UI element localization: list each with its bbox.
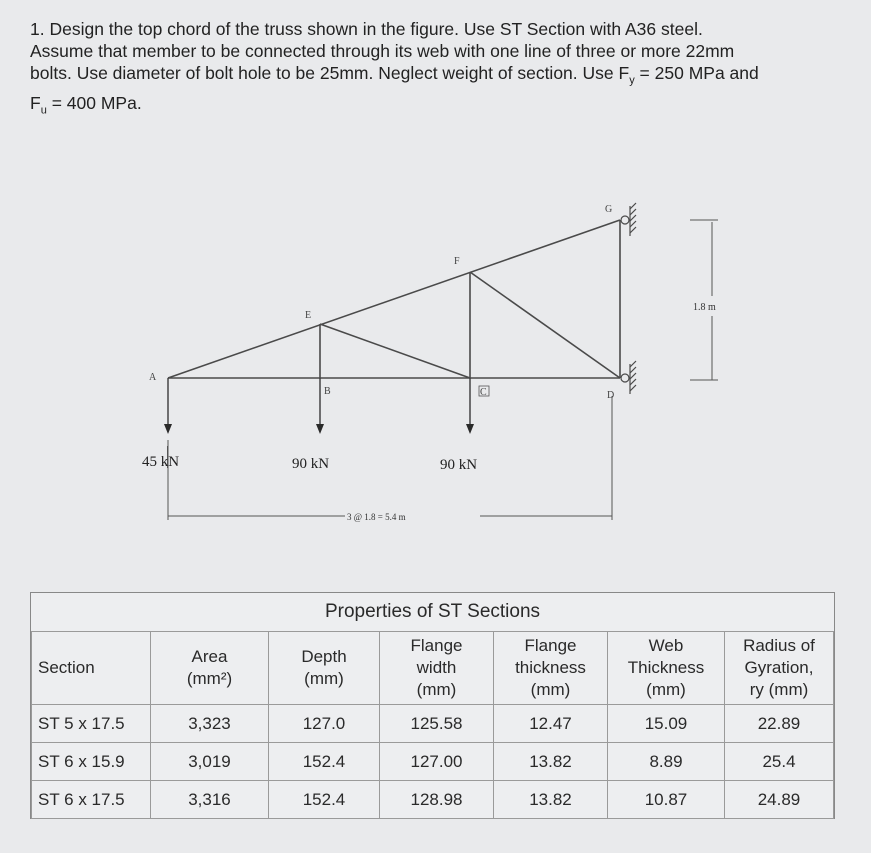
truss-members — [168, 220, 620, 378]
problem-line-3-text: bolts. Use diameter of bolt hole to be 25mm. Neglect weight of section. Use F — [30, 63, 630, 83]
problem-line-3 — [30, 62, 845, 92]
cell-depth: 152.4 — [269, 781, 380, 819]
cell-flange-thickness: 13.82 — [494, 743, 608, 781]
dimension-lines — [168, 220, 718, 520]
cell-flange-thickness: 13.82 — [494, 781, 608, 819]
cell-flange-width: 128.98 — [380, 781, 494, 819]
table-row — [32, 781, 834, 819]
node-label-a: A — [149, 372, 157, 383]
roller-support-d — [621, 374, 629, 382]
header-radius-of-gyration: Radius of Gyration, ry (mm) — [725, 632, 834, 705]
node-label-f: F — [454, 256, 460, 267]
fu-subscript: u — [40, 104, 47, 116]
node-label-g: G — [605, 204, 613, 215]
problem-statement — [30, 18, 845, 121]
table-row — [32, 743, 834, 781]
arrowhead-a — [164, 424, 172, 434]
problem-line-4 — [30, 92, 845, 122]
arrowhead-b — [316, 424, 324, 434]
cell-flange-width: 125.58 — [380, 705, 494, 743]
member-top-chord — [168, 220, 620, 378]
cell-radius: 24.89 — [725, 781, 834, 819]
cell-section: ST 6 x 15.9 — [32, 743, 151, 781]
header-area: Area (mm²) — [151, 632, 269, 705]
cell-web-thickness: 8.89 — [608, 743, 725, 781]
load-label-c: 90 kN — [440, 457, 478, 473]
table-caption: Properties of ST Sections — [324, 601, 541, 622]
header-web-thickness: Web Thickness (mm) — [608, 632, 725, 705]
load-label-b: 90 kN — [292, 456, 330, 472]
table-header-row — [32, 632, 834, 705]
cell-flange-thickness: 12.47 — [494, 705, 608, 743]
node-label-d: D — [607, 390, 615, 401]
cell-section: ST 6 x 17.5 — [32, 781, 151, 819]
properties-table-panel — [30, 592, 835, 819]
load-arrows — [168, 378, 470, 428]
header-flange-thickness: Flange thickness (mm) — [494, 632, 608, 705]
properties-table — [31, 631, 834, 819]
truss-figure — [0, 170, 871, 570]
span-dimension-label: 3 @ 1.8 = 5.4 m — [347, 512, 406, 522]
cell-area: 3,019 — [151, 743, 269, 781]
header-flange-width: Flange width (mm) — [380, 632, 494, 705]
header-section: Section — [32, 632, 151, 705]
cell-area: 3,316 — [151, 781, 269, 819]
node-label-b: B — [324, 386, 331, 397]
arrow-heads — [164, 424, 474, 434]
member-ec — [320, 324, 470, 378]
cell-web-thickness: 10.87 — [608, 781, 725, 819]
arrowhead-c — [466, 424, 474, 434]
cell-radius: 22.89 — [725, 705, 834, 743]
member-fd — [470, 272, 620, 378]
cell-radius: 25.4 — [725, 743, 834, 781]
problem-line-2: Assume that member to be connected through its web with one line of three or more 22mm — [30, 41, 735, 61]
node-label-c: C — [480, 387, 487, 398]
fy-subscript: y — [629, 74, 635, 87]
pin-support-g — [621, 216, 629, 224]
height-dimension-label: 1.8 m — [693, 302, 716, 313]
header-depth: Depth (mm) — [269, 632, 380, 705]
table-row — [32, 705, 834, 743]
fu-value: = 400 MPa. — [46, 92, 142, 113]
supports — [621, 203, 636, 394]
fy-value: = 250 MPa and — [634, 63, 759, 83]
load-label-a: 45 kN — [142, 454, 180, 470]
cell-flange-width: 127.00 — [380, 743, 494, 781]
node-label-e: E — [305, 310, 312, 321]
cell-area: 3,323 — [151, 705, 269, 743]
fu-symbol: F — [30, 92, 41, 113]
cell-web-thickness: 15.09 — [608, 705, 725, 743]
cell-depth: 152.4 — [269, 743, 380, 781]
problem-line-1: 1. Design the top chord of the truss shown in the figure. Use ST Section with A36 steel. — [30, 19, 703, 39]
cell-depth: 127.0 — [269, 705, 380, 743]
cell-section: ST 5 x 17.5 — [32, 705, 151, 743]
